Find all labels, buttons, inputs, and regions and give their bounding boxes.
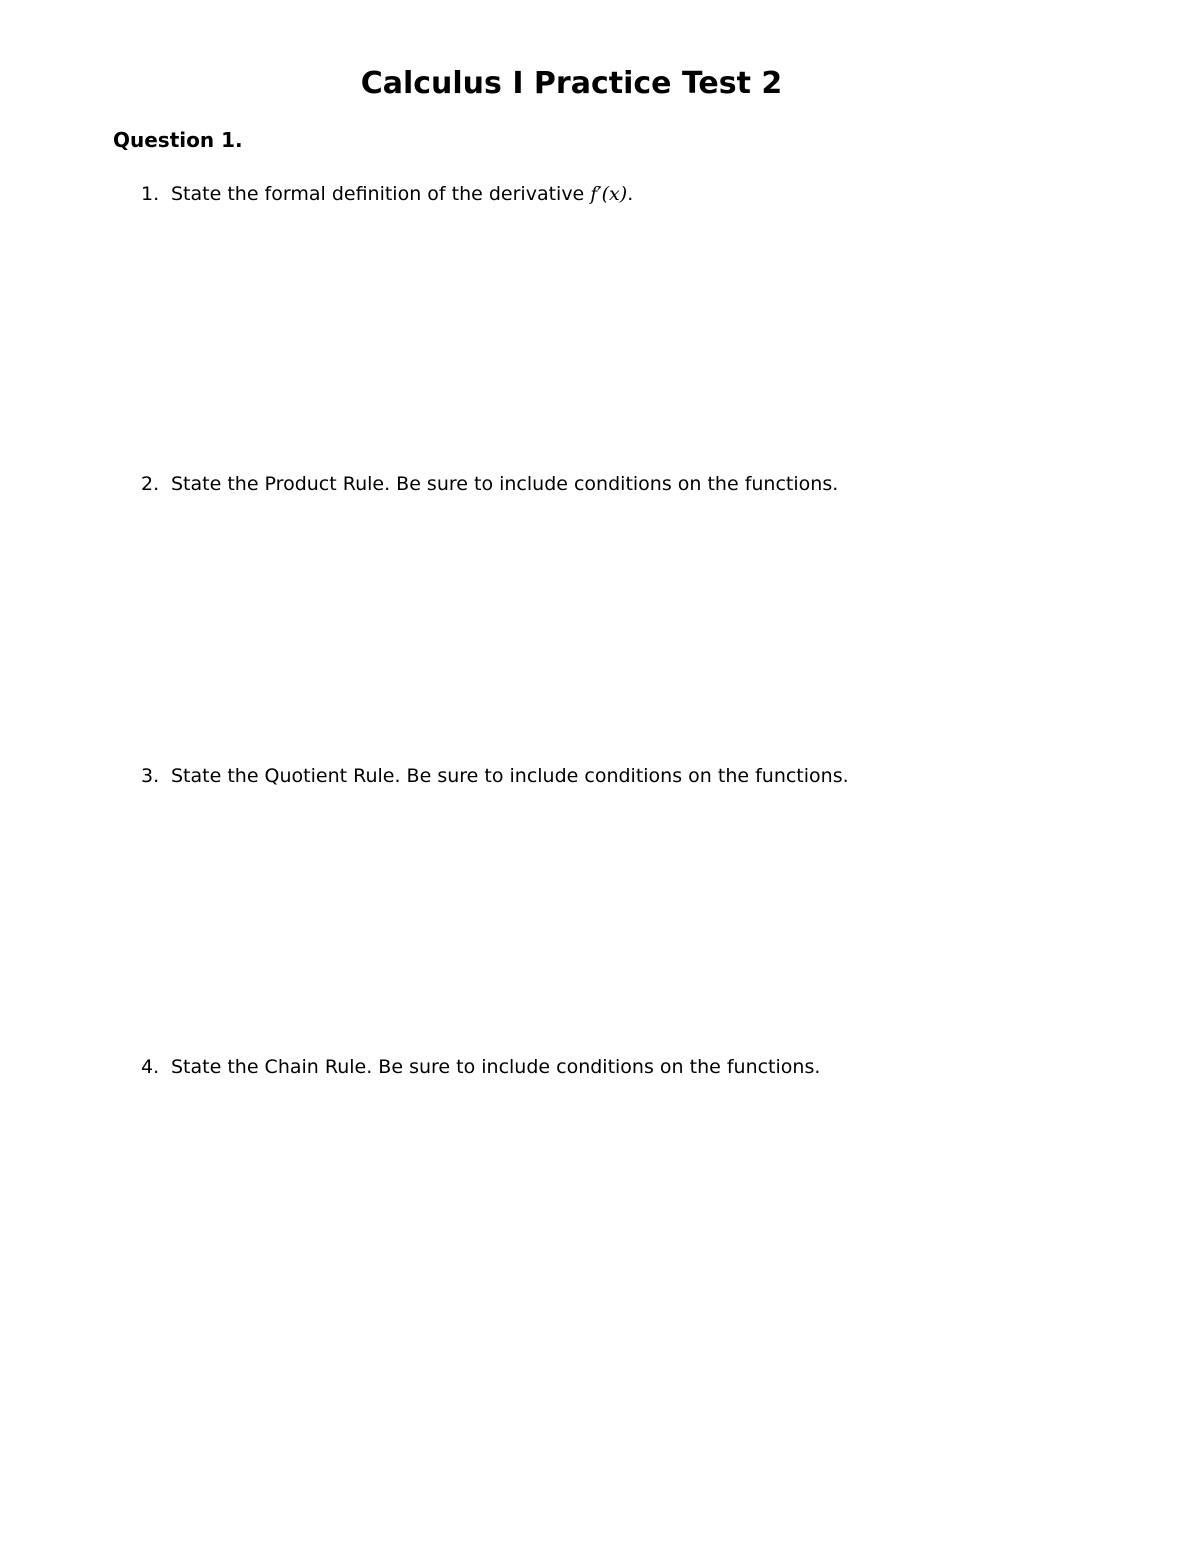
question-item <box>141 1053 820 1081</box>
derivative-expression: f′(x) <box>590 183 628 205</box>
item-number: 2. <box>141 473 160 495</box>
item-number: 4. <box>141 1056 160 1078</box>
item-text: State the formal definition of the derivative <box>171 183 591 205</box>
item-suffix: . <box>627 183 634 205</box>
item-text: State the Product Rule. Be sure to include conditions on the functions. <box>171 473 839 495</box>
item-text: State the Chain Rule. Be sure to include conditions on the functions. <box>171 1056 821 1078</box>
question-item <box>141 180 633 208</box>
question-item <box>141 470 838 498</box>
item-number: 1. <box>141 183 160 205</box>
question-heading: Question 1. <box>113 128 243 152</box>
item-text: State the Quotient Rule. Be sure to include conditions on the functions. <box>171 765 849 787</box>
page-title: Calculus I Practice Test 2 <box>360 66 783 101</box>
question-item <box>141 762 849 790</box>
item-number: 3. <box>141 765 160 787</box>
